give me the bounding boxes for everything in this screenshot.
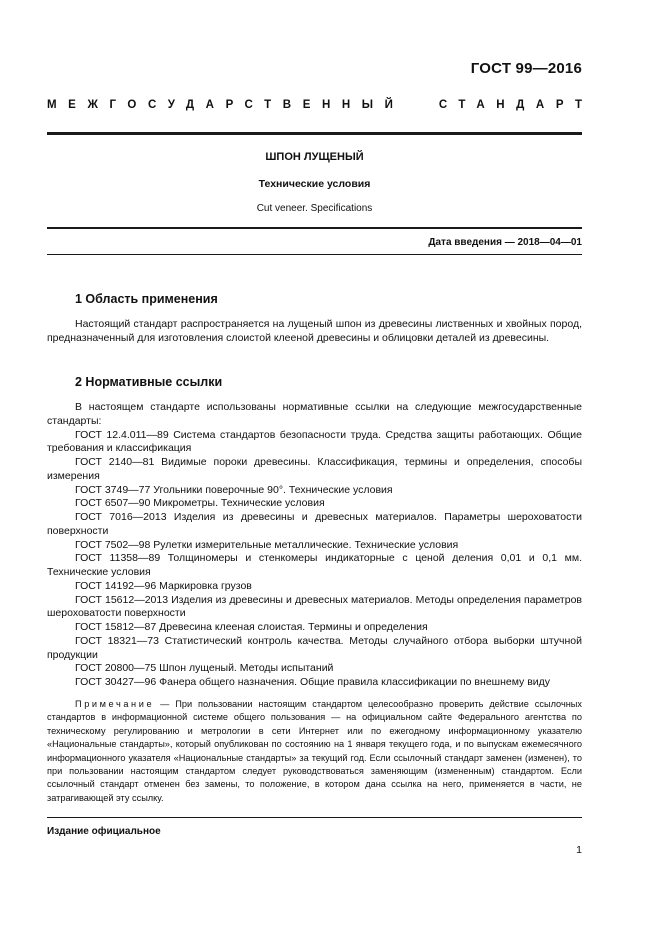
document-title: ШПОН ЛУЩЕНЫЙ [265, 151, 364, 163]
footer-divider [47, 817, 582, 818]
title-divider [47, 227, 582, 229]
references-note [47, 698, 582, 805]
header-divider [47, 132, 582, 135]
note-paragraph [47, 698, 582, 805]
reference-item: ГОСТ 15612—2013 Изделия из древесины и древесных материалов. Методы определения параметров шероховатости поверхности [47, 593, 582, 620]
section-1-heading: 1 Область применения [75, 292, 218, 306]
english-title: Cut veneer. Specifications [256, 203, 373, 214]
reference-item: ГОСТ 6507—90 Микрометры. Технические условия [75, 497, 325, 510]
reference-item: ГОСТ 7502—98 Рулетки измерительные металлические. Технические условия [75, 538, 459, 551]
reference-item: ГОСТ 12.4.011—89 Система стандартов безопасности труда. Средства защиты работающих. Общие требования и классификация [47, 428, 582, 455]
banner-word-standard: СТАНДАРТ [438, 99, 594, 111]
reference-item: ГОСТ 18321—73 Статистический контроль качества. Методы случайного отбора выборки штучной продукции [47, 634, 582, 661]
reference-item: ГОСТ 20800—75 Шпон лущеный. Методы испытаний [75, 662, 334, 675]
normative-references [47, 401, 582, 690]
reference-item: ГОСТ 2140—81 Видимые пороки древесины. Классификация, термины и определения, способы измерения [47, 456, 582, 482]
note-label: Примечание [75, 699, 155, 709]
reference-item: ГОСТ 3749—77 Угольники поверочные 90°. Технические условия [75, 483, 393, 496]
references-intro: В настоящем стандарте использованы нормативные ссылки на следующие межгосударственные стандарты: [47, 401, 582, 427]
date-divider [47, 254, 582, 255]
reference-item: ГОСТ 7016—2013 Изделия из древесины и древесных материалов. Параметры шероховатости поверхности [47, 511, 582, 537]
reference-item: ГОСТ 11358—89 Толщиномеры и стенкомеры индикаторные с ценой деления 0,01 и 0,1 мм. Технические условия [47, 552, 582, 578]
page-number: 1 [576, 844, 582, 856]
banner-word-interstate: МЕЖГОСУДАРСТВЕННЫЙ [47, 99, 405, 111]
document-subtitle: Технические условия [258, 178, 371, 190]
interstate-standard-banner [47, 99, 594, 111]
effective-date: Дата введения — 2018—04—01 [428, 237, 582, 248]
reference-item: ГОСТ 14192—96 Маркировка грузов [75, 579, 252, 592]
reference-item: ГОСТ 15812—87 Древесина клееная слоистая. Термины и определения [75, 621, 428, 633]
note-text: — При пользовании настоящим стандартом целесообразно проверить действие ссылочных стандартов в информационной системе общего пользования — на официальном сайте Федерального агентства по техническому регулированию и метрологии в сети Интернет или по ежегодному информационному указателю «Национальные стандарты», который опубликован по состоянию на 1 января текущего года, и по выпускам ежемесячного информационного указателя «Национальные стандарты» за текущий год. Если ссылочный стандарт заменен (изменен), то при пользовании настоящим стандартом следует руководствоваться заменяющим (измененным) стандартом. Если ссылочный стандарт отменен без замены, то положение, в котором дана ссылка на него, применяется в части, не затрагивающей эту ссылку. [47, 699, 582, 803]
section-1-body [47, 318, 582, 345]
reference-item: ГОСТ 30427—96 Фанера общего назначения. Общие правила классификации по внешнему виду [75, 676, 551, 688]
section-1-paragraph: Настоящий стандарт распространяется на лущеный шпон из древесины лиственных и хвойных пород, предназначенный для изготовления слоистой клееной древесины и облицовки деталей из древесины. [47, 318, 582, 344]
section-2-heading: 2 Нормативные ссылки [75, 375, 223, 389]
official-edition-label: Издание официальное [47, 826, 161, 837]
document-code: ГОСТ 99—2016 [470, 60, 582, 77]
